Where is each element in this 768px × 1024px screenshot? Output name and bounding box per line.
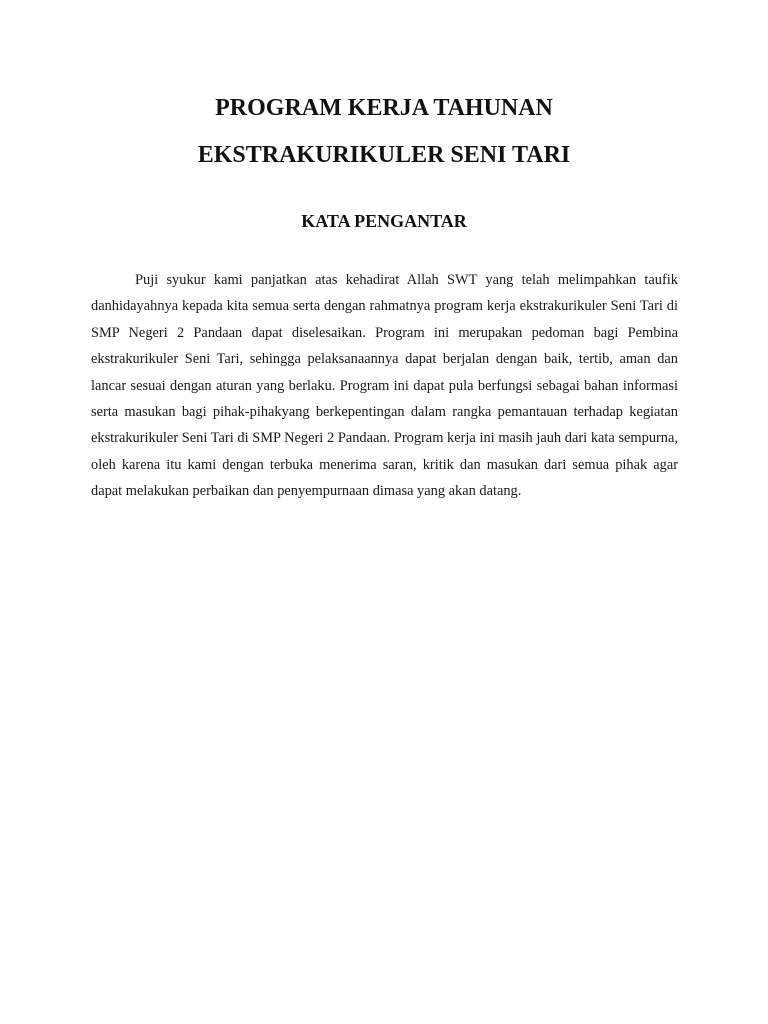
document-title-line-2: EKSTRAKURIKULER SENI TARI <box>197 142 571 168</box>
section-heading: KATA PENGANTAR <box>301 211 467 231</box>
document-title-line-1: PROGRAM KERJA TAHUNAN <box>215 95 553 121</box>
body-paragraph: Puji syukur kami panjatkan atas kehadirat Allah SWT yang telah melimpahkan taufik danhidayahnya kepada kita semua serta dengan rahmatnya program kerja ekstrakurikuler Seni Tari di SMP Negeri 2 Pandaan dapat diselesaikan. Program ini merupakan pedoman bagi Pembina ekstrakurikuler Seni Tari, sehingga pelaksanaannya dapat berjalan dengan baik, tertib, aman dan lancar sesuai dengan aturan yang berlaku. Program ini dapat pula berfungsi sebagai bahan informasi serta masukan bagi pihak-pihakyang berkepentingan dalam rangka pemantauan terhadap kegiatan ekstrakurikuler Seni Tari di SMP Negeri 2 Pandaan. Program kerja ini masih jauh dari kata sempurna, oleh karena itu kami dengan terbuka menerima saran, kritik dan masukan dari semua pihak agar dapat melakukan perbaikan dan penyempurnaan dimasa yang akan datang. <box>91 272 678 500</box>
